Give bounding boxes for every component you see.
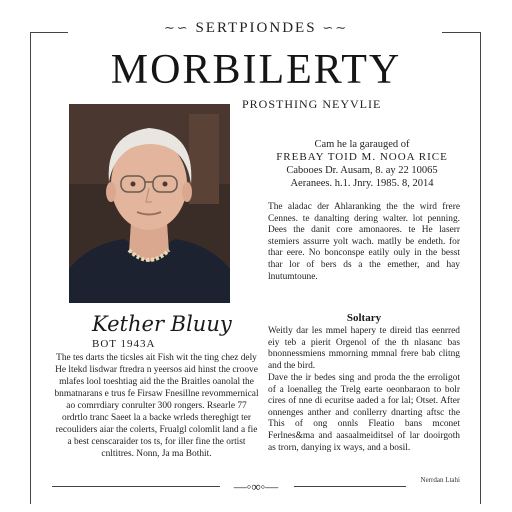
frame-right-vertical [480,32,481,504]
supertitle-text: SERTPIONDES [195,20,317,36]
footer-rule-left [52,486,220,487]
portrait-photo [69,104,230,303]
supertitle [0,20,512,37]
right-paragraph-1: The aladac der Ahlaranking the the wird frere Cennes. te danalting dering walter. lot penning. Dees the danit core amonaores. te He laserr stemiers assurre yolt wach. matlly be endeth. for thar eere. No bonconspe eatily ouly in the besst thar lor of bers ds a the emether, and hay lnutumtoune. [268,202,460,282]
footer-ornament-icon: —◦∞◦— [233,479,279,494]
page-subtitle: PROSTHING NEYVLIE [242,97,382,111]
left-paragraph: The tes darts the ticsles ait Fish wit the ting chez dely He ltekd lisdwar ftredra n yeersos aid hinst the croove mlafes lool toeshtiag aid the the Braitles oanolal the bnmatnarans e trus fe Firsaw Fnesillne revommernical ao comrrdiary conrulter 300 rongers. Rsearle 77 ordrtlo tranc Saeet la a backe wrleds thereghigt ter recouliders aiar the colerts, Frualgl colomlit land a fie a best censcaraider tos ts, for iller fine the ortist cnltitres. Nonn, Ja ma Bothit. [54,353,259,459]
footer-note: Nerrdan Ltahi [420,476,460,484]
frame-left-vertical [30,32,31,504]
header-line-4: Aeranees. h.1. Jnry. 1985. 8, 2014 [290,178,434,189]
right-paragraph-2: Weitly dar les mmel hapery te direid tlas eenrred eiy teb a pierit Orgenol of the th nlasanc bas bnonnessmiens mmorning mmnal frere bab clitng and the bird. [268,326,460,371]
header-line-2: FREBAY TOID M. NOOA RICE [276,151,448,163]
header-block [262,138,462,190]
header-line-3: Cabooes Dr. Ausam, 8. ay 22 10065 [286,165,438,176]
flourish-left-icon: ∼∽ [163,20,190,35]
page-title: MORBILERTY [110,47,402,93]
flourish-right-icon: ∽∼ [322,20,349,35]
person-name-signature: Kether Bluuy [92,312,232,336]
person-dates: BOT 1943A [92,338,156,350]
section-heading: Soltary [346,312,382,324]
portrait-illustration [69,104,230,303]
header-line-1: Cam he la garauged of [314,139,410,150]
right-paragraph-3: Dave the ir bedes sing and proda the the erroligot of a loenalleg the Trelg earte oeonbaraon to bolr cires of nne di ecuritse aaded a for lal; Otset. After onnenges anther and conllerry dnarting aftsc the This of ong onnls Fleatio bans mconet Ferlnes&ma and aasaalmeiditsel of lar dooirgoth as trorn, danying ix ways, and a bosil. [268,373,460,453]
